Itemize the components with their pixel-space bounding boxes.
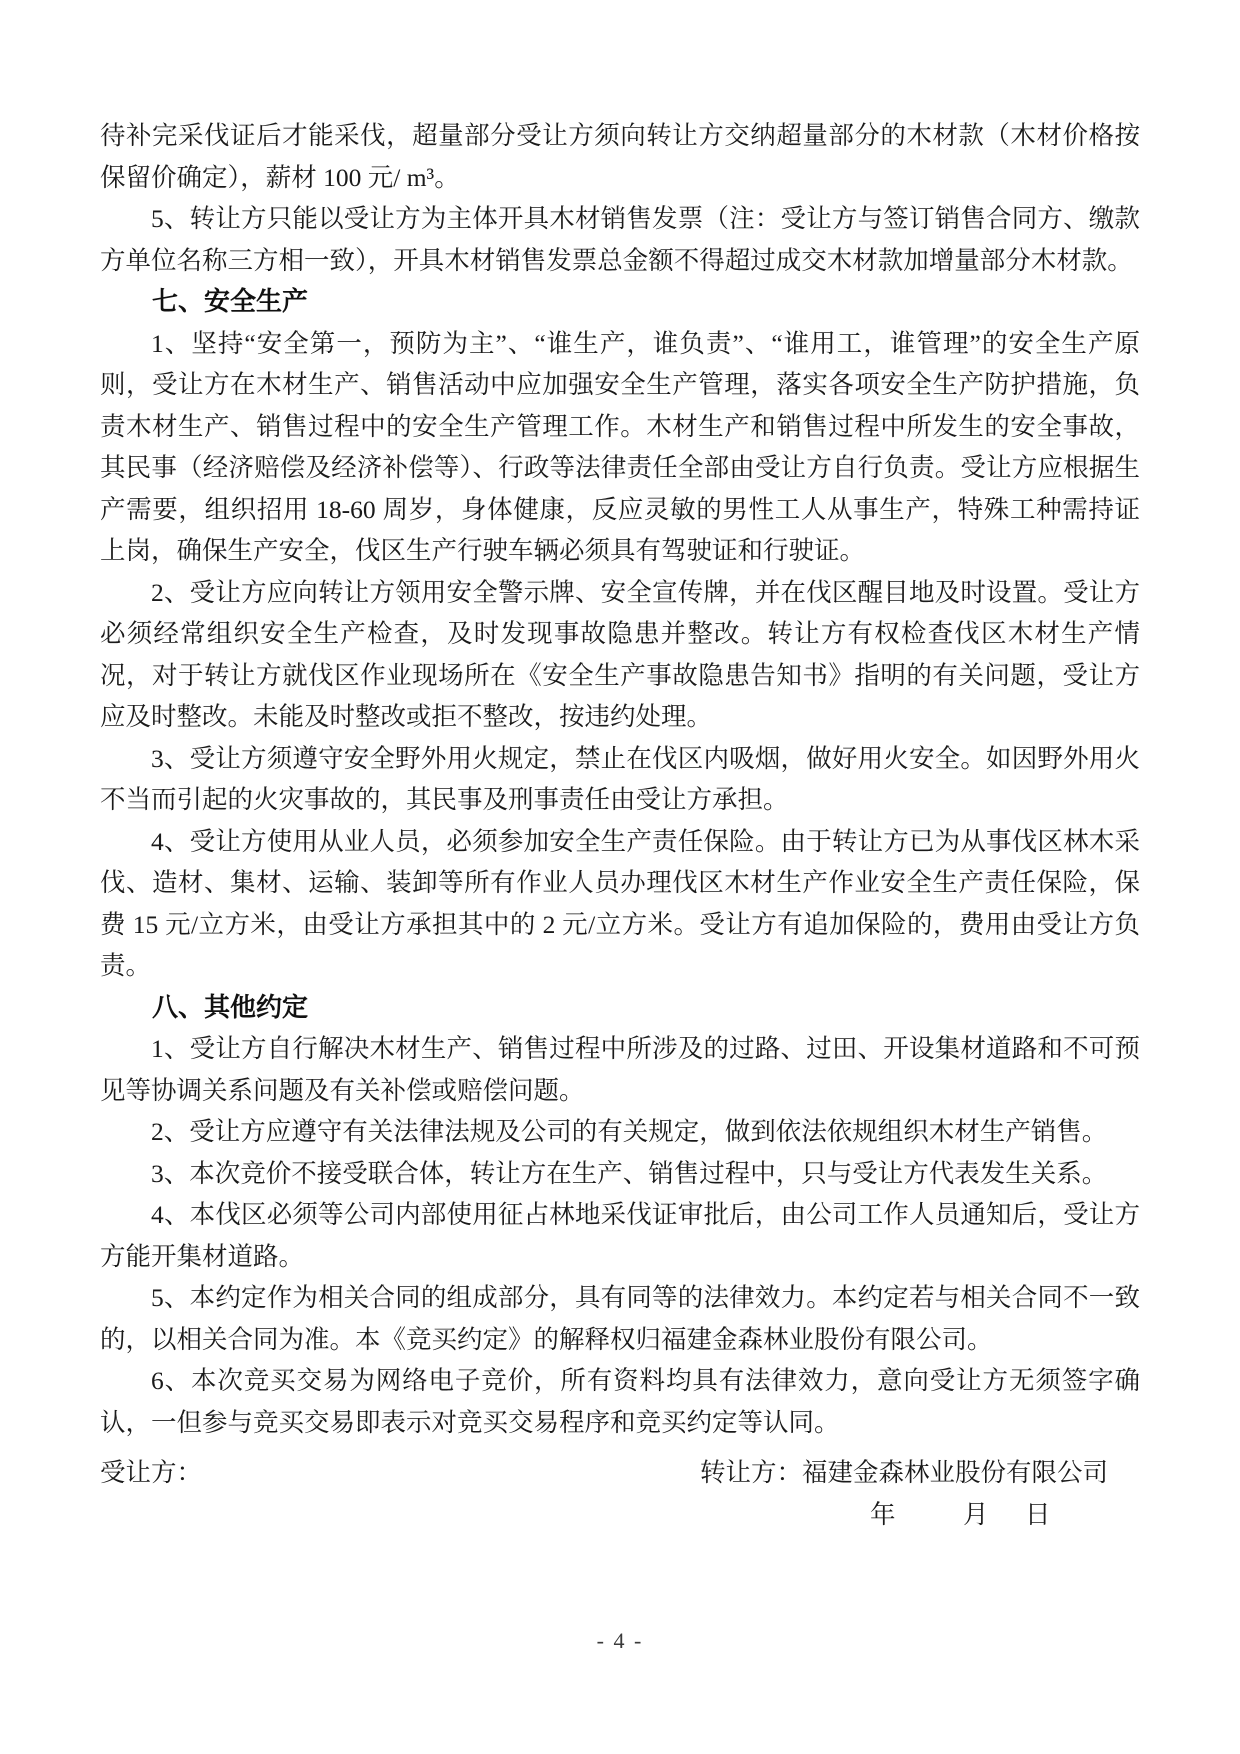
paragraph-safety-3: 3、受让方须遵守安全野外用火规定，禁止在伐区内吸烟，做好用火安全。如因野外用火不当而引起的火灾事故的，其民事及刑事责任由受让方承担。 bbox=[100, 743, 1140, 814]
paragraph-continuation: 待补完采伐证后才能采伐，超量部分受让方须向转让方交纳超量部分的木材款（木材价格按保留价确定），薪材 100 元/ m³。 bbox=[100, 121, 1140, 192]
paragraph-safety-2: 2、受让方应向转让方领用安全警示牌、安全宣传牌，并在伐区醒目地及时设置。受让方必须经常组织安全生产检查，及时发现事故隐患并整改。转让方有权检查伐区木材生产情况，对于转让方就伐区作业现场所在《安全生产事故隐患告知书》指明的有关问题，受让方应及时整改。未能及时整改或拒不整改，按违约处理。 bbox=[100, 577, 1140, 731]
paragraph-other-1: 1、受让方自行解决木材生产、销售过程中所涉及的过路、过田、开设集材道路和不可预见等协调关系问题及有关补偿或赔偿问题。 bbox=[100, 1034, 1140, 1105]
paragraph-other-2: 2、受让方应遵守有关法律法规及公司的有关规定，做到依法依规组织木材生产销售。 bbox=[151, 1117, 1108, 1146]
paragraph-safety-1: 1、坚持“安全第一，预防为主”、“谁生产，谁负责”、“谁用工，谁管理”的安全生产原则，受让方在木材生产、销售活动中应加强安全生产管理，落实各项安全生产防护措施，负责木材生产、销售过程中的安全生产管理工作。木材生产和销售过程中所发生的安全事故，其民事（经济赔偿及经济补偿等）、行政等法律责任全部由受让方自行负责。受让方应根据生产需要，组织招用 18-60 周岁，身体健康，反应灵敏的男性工人从事生产，特殊工种需持证上岗，确保生产安全，伐区生产行驶车辆必须具有驾驶证和行驶证。 bbox=[100, 328, 1140, 565]
paragraph-item-5-invoice: 5、转让方只能以受让方为主体开具木材销售发票（注：受让方与签订销售合同方、缴款方单位名称三方相一致），开具木材销售发票总金额不得超过成交木材款加增量部分木材款。 bbox=[100, 204, 1140, 275]
signature-assignor-label: 转让方：福建金森林业股份有限公司 bbox=[700, 1458, 1109, 1487]
section-heading-7-safety: 七、安全生产 bbox=[152, 286, 309, 316]
paragraph-other-3: 3、本次竞价不接受联合体，转让方在生产、销售过程中，只与受让方代表发生关系。 bbox=[151, 1158, 1108, 1188]
section-heading-8-other: 八、其他约定 bbox=[152, 991, 309, 1022]
signature-month-label: 月 bbox=[963, 1500, 989, 1529]
paragraph-other-5: 5、本约定作为相关合同的组成部分，具有同等的法律效力。本约定若与相关合同不一致的，以相关合同为准。本《竞买约定》的解释权归福建金森林业股份有限公司。 bbox=[100, 1283, 1140, 1354]
signature-assignee-label: 受让方： bbox=[100, 1458, 203, 1487]
paragraph-safety-4: 4、受让方使用从业人员，必须参加安全生产责任保险。由于转让方已为从事伐区林木采伐、造材、集材、运输、装卸等所有作业人员办理伐区木材生产作业安全生产责任保险，保费 15 元/立方米，由受让方承担其中的 2 元/立方米。受让方有追加保险的，费用由受让方负责。 bbox=[100, 826, 1140, 980]
signature-year-label: 年 bbox=[870, 1500, 896, 1529]
page-number: - 4 - bbox=[596, 1628, 644, 1653]
paragraph-other-4: 4、本伐区必须等公司内部使用征占林地采伐证审批后，由公司工作人员通知后，受让方方能开集材道路。 bbox=[100, 1200, 1140, 1271]
signature-day-label: 日 bbox=[1025, 1500, 1051, 1529]
paragraph-other-6: 6、本次竞买交易为网络电子竞价，所有资料均具有法律效力，意向受让方无须签字确认，一但参与竞买交易即表示对竞买交易程序和竞买约定等认同。 bbox=[100, 1366, 1140, 1437]
document-body bbox=[100, 115, 1140, 1443]
